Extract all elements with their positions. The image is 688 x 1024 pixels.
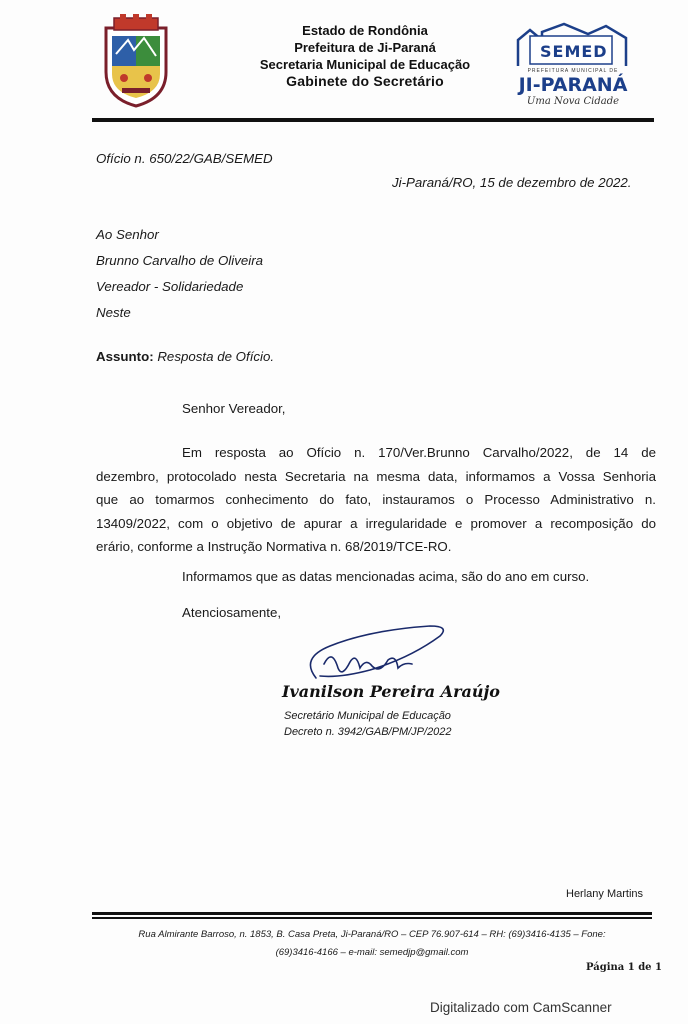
paragraph-line: 13409/2022, com o objetivo de apurar a irregularidade e promover a recomposição do [96, 515, 656, 531]
paragraph-line: erário, conforme a Instrução Normativa n. 68/2019/TCE-RO. [96, 539, 452, 554]
coat-of-arms-icon [100, 14, 172, 110]
paragraph-line: que ao tomarmos conhecimento do fato, instauramos o Processo Administrativo n. [96, 492, 656, 507]
subject-line [96, 348, 274, 366]
recipient-line: Vereador - Solidariedade [96, 279, 244, 294]
address-line: Rua Almirante Barroso, n. 1853, B. Casa Preta, Ji-Paraná/RO – CEP 76.907-614 – RH: (69)3416-4135 – Fone: [138, 929, 606, 940]
prefeitura-name: Prefeitura de Ji-Paraná [294, 40, 436, 55]
paragraph-line: dezembro, protocolado nesta Secretaria na mesma data, informamos a Vossa Senhoria [96, 468, 656, 484]
oficio-number: Ofício n. 650/22/GAB/SEMED [96, 151, 273, 166]
subject-text: Resposta de Ofício. [157, 349, 275, 364]
state-name: Estado de Rondônia [302, 23, 428, 38]
recipient-line: Neste [96, 305, 131, 320]
recipient-block [96, 226, 263, 330]
secretaria-name: Secretaria Municipal de Educação [259, 57, 471, 72]
closing: Atenciosamente, [182, 605, 282, 620]
logo-city-text: JI-PARANÁ [518, 74, 628, 96]
author-name: Herlany Martins [566, 888, 644, 900]
letter-date: Ji-Paraná/RO, 15 de dezembro de 2022. [392, 175, 632, 190]
footer-divider-thick [92, 912, 652, 915]
footer-address [92, 926, 652, 962]
body-paragraph [96, 441, 656, 559]
signatory-name: Ivanilson Pereira Araújo [282, 682, 500, 701]
greeting: Senhor Vereador, [182, 401, 286, 416]
subject-label: Assunto: [96, 349, 154, 364]
letterhead-title [230, 22, 500, 90]
footer-divider-thin [92, 917, 652, 919]
paragraph-line: Em resposta ao Ofício n. 170/Ver.Brunno Carvalho/2022, de 14 de [182, 445, 656, 460]
page-number: Página 1 de 1 [586, 962, 662, 973]
signatory-decree: Decreto n. 3942/GAB/PM/JP/2022 [284, 726, 452, 738]
semed-logo [508, 22, 638, 110]
recipient-line: Brunno Carvalho de Oliveira [96, 253, 264, 268]
signatory-details [284, 708, 452, 740]
address-line: (69)3416-4166 – e-mail: semedjp@gmail.com [275, 947, 469, 958]
gabinete-name: Gabinete do Secretário [286, 73, 444, 89]
signatory-role: Secretário Municipal de Educação [284, 710, 451, 722]
recipient-line: Ao Senhor [96, 227, 159, 242]
info-sentence: Informamos que as datas mencionadas acima, são do ano em curso. [182, 569, 590, 584]
scanner-watermark: Digitalizado com CamScanner [430, 1000, 612, 1015]
logo-semed-text: SEMED [540, 42, 608, 61]
logo-slogan-text: Uma Nova Cidade [526, 96, 620, 107]
header-divider [92, 118, 654, 122]
logo-prefeitura-text: PREFEITURA MUNICIPAL DE [527, 68, 619, 74]
